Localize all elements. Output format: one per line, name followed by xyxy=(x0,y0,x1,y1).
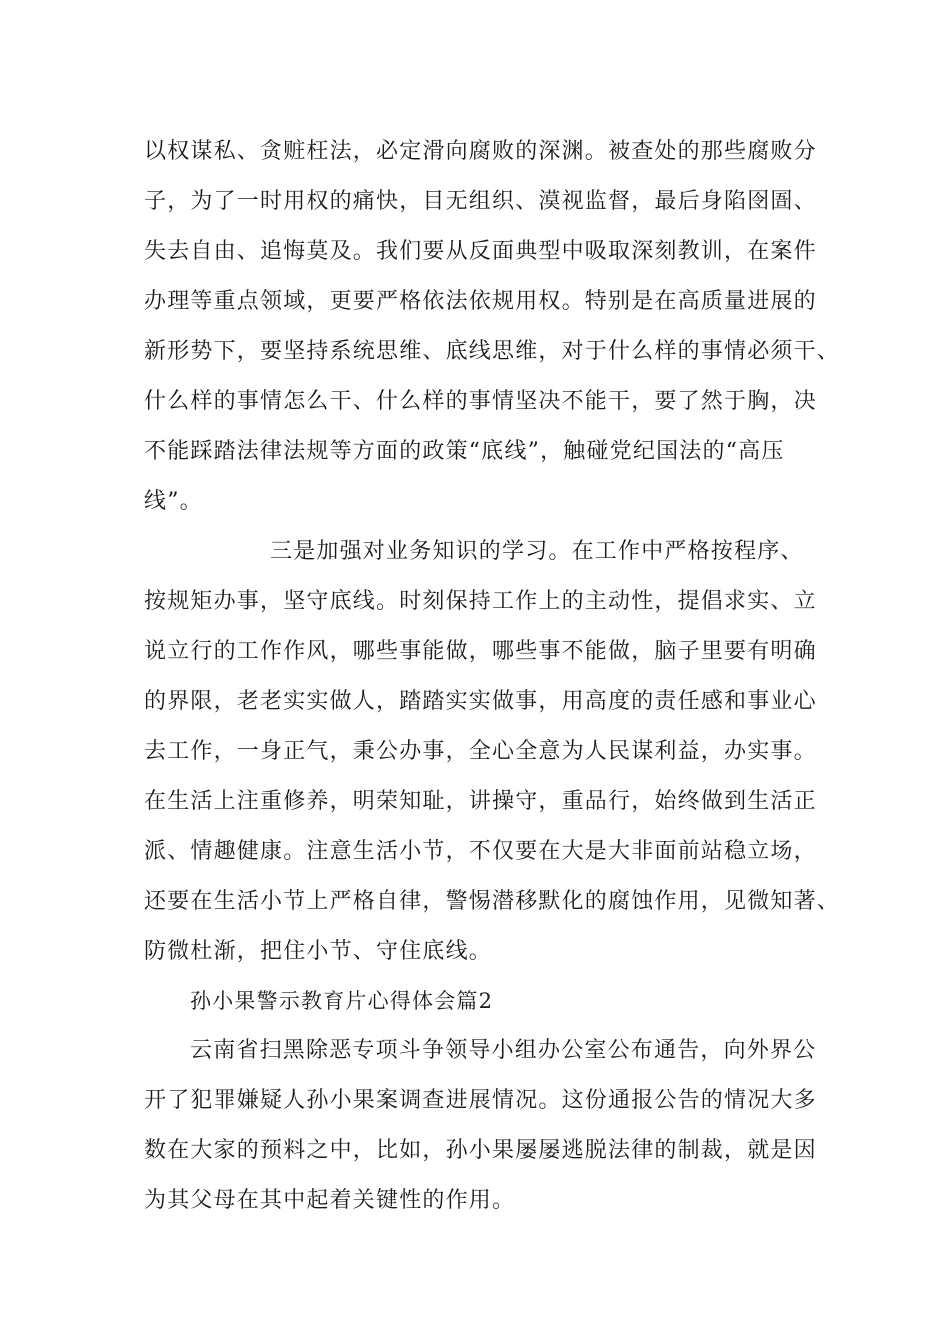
section-heading: 孙小果警示教育片心得体会篇2 xyxy=(190,989,494,1013)
text-line: 数在大家的预料之中，比如，孙小果屡屡逃脱法律的制裁，就是因 xyxy=(144,1138,817,1163)
text-line: 在生活上注重修养，明荣知耻，讲操守，重品行，始终做到生活正 xyxy=(144,789,817,814)
text-line: 失去自由、追悔莫及。我们要从反面典型中吸取深刻教训，在案件 xyxy=(144,239,817,264)
text-line: 派、情趣健康。注意生活小节，不仅要在大是大非面前站稳立场， xyxy=(144,839,817,864)
text-line: 为其父母在其中起着关键性的作用。 xyxy=(144,1188,516,1213)
text-line: 不能踩踏法律法规等方面的政策“底线”，触碰党纪国法的“高压 xyxy=(144,439,785,464)
text-line: 还要在生活小节上严格自律，警惕潜移默化的腐蚀作用，见微知著、 xyxy=(144,889,841,914)
paragraph-start-line: 三是加强对业务知识的学习。在工作中严格按程序、 xyxy=(270,539,804,564)
text-line: 办理等重点领域，更要严格依法依规用权。特别是在高质量进展的 xyxy=(144,289,817,314)
text-line: 线”。 xyxy=(144,489,203,514)
text-line: 子，为了一时用权的痛快，目无组织、漠视监督，最后身陷囹圄、 xyxy=(144,189,817,214)
text-line: 新形势下，要坚持系统思维、底线思维，对于什么样的事情必须干、 xyxy=(144,339,841,364)
text-line: 的界限，老老实实做人，踏踏实实做事，用高度的责任感和事业心 xyxy=(144,689,817,714)
text-line: 什么样的事情怎么干、什么样的事情坚决不能干，要了然于胸，决 xyxy=(144,389,817,414)
text-line: 说立行的工作作风，哪些事能做，哪些事不能做，脑子里要有明确 xyxy=(144,639,817,664)
text-line: 去工作，一身正气，秉公办事，全心全意为人民谋利益，办实事。 xyxy=(144,739,817,764)
paragraph-start-line: 云南省扫黑除恶专项斗争领导小组办公室公布通告，向外界公 xyxy=(190,1038,817,1063)
text-line: 按规矩办事，坚守底线。时刻保持工作上的主动性，提倡求实、立 xyxy=(144,589,817,614)
text-line: 开了犯罪嫌疑人孙小果案调查进展情况。这份通报公告的情况大多 xyxy=(144,1088,817,1113)
text-line: 防微杜渐，把住小节、守住底线。 xyxy=(144,939,493,964)
text-line: 以权谋私、贪赃枉法，必定滑向腐败的深渊。被查处的那些腐败分 xyxy=(144,139,817,164)
